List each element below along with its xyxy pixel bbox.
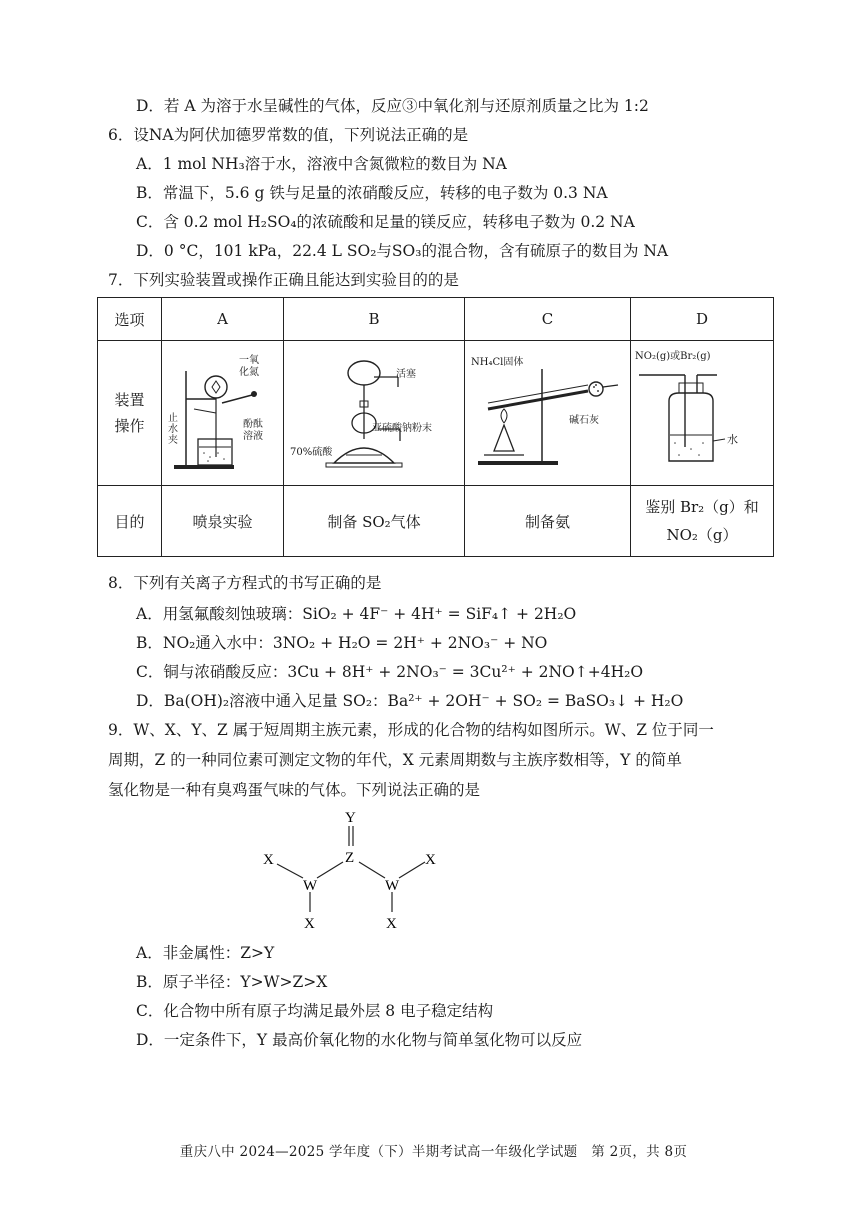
atom-x-bottom-right: X	[386, 916, 397, 932]
atom-y: Y	[345, 810, 356, 826]
label-nh4cl: NH₄Cl固体	[471, 357, 524, 368]
q5-option-d: D．若 A 为溶于水呈碱性的气体，反应③中氧化剂与还原剂质量之比为 1:2	[136, 97, 649, 115]
label-sodium-sulfite: 亚硫酸钠粉末	[372, 423, 432, 434]
device-label-text: 装置操作	[114, 391, 145, 435]
table-header-a: A	[162, 298, 284, 341]
table-header-c: C	[465, 298, 631, 341]
label-phenolphthalein: 酚酞溶液	[243, 419, 263, 442]
label-clamp: 止水夹	[168, 413, 178, 446]
atom-x-bottom-left: X	[304, 916, 315, 932]
goal-a: 喷泉实验	[162, 486, 284, 557]
q8-option-d: D．Ba(OH)₂溶液中通入足量 SO₂：Ba²⁺ + 2OH⁻ + SO₂ = BaSO₃↓ + H₂O	[136, 692, 684, 710]
table-header-b: B	[284, 298, 465, 341]
label-no2-br2: NO₂(g)或Br₂(g)	[635, 351, 711, 362]
label-stopcock: 活塞	[396, 369, 416, 380]
label-no-gas: 一氧化氮	[239, 355, 259, 378]
row-label-goal: 目的	[98, 486, 162, 557]
goal-d-text: 鉴别 Br₂（g）和 NO₂（g）	[645, 498, 759, 544]
molecule-structure-icon	[255, 806, 455, 936]
fountain-apparatus-icon	[164, 343, 282, 479]
apparatus-a	[162, 341, 284, 486]
label-soda-lime: 碱石灰	[569, 415, 599, 426]
so2-generator-icon	[286, 343, 462, 479]
q6-option-b: B．常温下，5.6 g 铁与足量的浓硝酸反应，转移的电子数为 0.3 NA	[136, 184, 608, 202]
atom-z: Z	[345, 850, 355, 866]
atom-x-right: X	[425, 852, 436, 868]
q9-stem-line-3: 氢化物是一种有臭鸡蛋气味的气体。下列说法正确的是	[108, 781, 481, 799]
goal-c: 制备氨	[465, 486, 631, 557]
table-header-d: D	[631, 298, 774, 341]
apparatus-d	[631, 341, 774, 486]
apparatus-c	[465, 341, 631, 486]
atom-w-left: W	[303, 878, 318, 894]
q9-option-d: D．一定条件下，Y 最高价氧化物的水化物与简单氢化物可以反应	[136, 1031, 583, 1049]
q8-stem: 8．下列有关离子方程式的书写正确的是	[108, 574, 382, 592]
q9-stem-line-1: 9．W、X、Y、Z 属于短周期主族元素，形成的化合物的结构如图所示。W、Z 位于同一	[108, 721, 714, 739]
q6-stem: 6．设NA为阿伏加德罗常数的值，下列说法正确的是	[108, 126, 469, 144]
atom-x-left: X	[263, 852, 274, 868]
goal-b: 制备 SO₂气体	[284, 486, 465, 557]
q9-option-b: B．原子半径：Y>W>Z>X	[136, 973, 328, 991]
apparatus-b	[284, 341, 465, 486]
row-label-device	[98, 341, 162, 486]
page-footer: 重庆八中 2024—2025 学年度（下）半期考试高一年级化学试题 第 2页，共 8页	[179, 1144, 688, 1160]
q8-option-a: A．用氢氟酸刻蚀玻璃：SiO₂ + 4F⁻ + 4H⁺ = SiF₄↑ + 2H₂O	[136, 605, 577, 623]
structure-diagram	[255, 806, 455, 936]
goal-d	[631, 486, 774, 557]
label-70-sulfuric: 70%硫酸	[290, 447, 333, 458]
label-water: 水	[727, 433, 738, 446]
q9-option-c: C．化合物中所有原子均满足最外层 8 电子稳定结构	[136, 1002, 494, 1020]
q6-option-d: D．0 °C，101 kPa，22.4 L SO₂与SO₃的混合物，含有硫原子的数目为 NA	[136, 242, 669, 260]
experiment-table	[97, 297, 774, 557]
q8-option-c: C．铜与浓硝酸反应：3Cu + 8H⁺ + 2NO₃⁻ = 3Cu²⁺ + 2NO↑+4H₂O	[136, 663, 644, 681]
q9-option-a: A．非金属性：Z>Y	[136, 944, 275, 962]
q9-stem-line-2: 周期，Z 的一种同位素可测定文物的年代，X 元素周期数与主族序数相等，Y 的简单	[108, 751, 682, 769]
q7-stem: 7．下列实验装置或操作正确且能达到实验目的的是	[108, 271, 459, 289]
gas-washing-bottle-icon	[633, 343, 771, 479]
q8-option-b: B．NO₂通入水中：3NO₂ + H₂O = 2H⁺ + 2NO₃⁻ + NO	[136, 634, 548, 652]
atom-w-right: W	[385, 878, 400, 894]
q6-option-c: C．含 0.2 mol H₂SO₄的浓硫酸和足量的镁反应，转移电子数为 0.2 NA	[136, 213, 635, 231]
q6-option-a: A．1 mol NH₃溶于水，溶液中含氮微粒的数目为 NA	[136, 155, 507, 173]
table-header-option: 选项	[98, 298, 162, 341]
